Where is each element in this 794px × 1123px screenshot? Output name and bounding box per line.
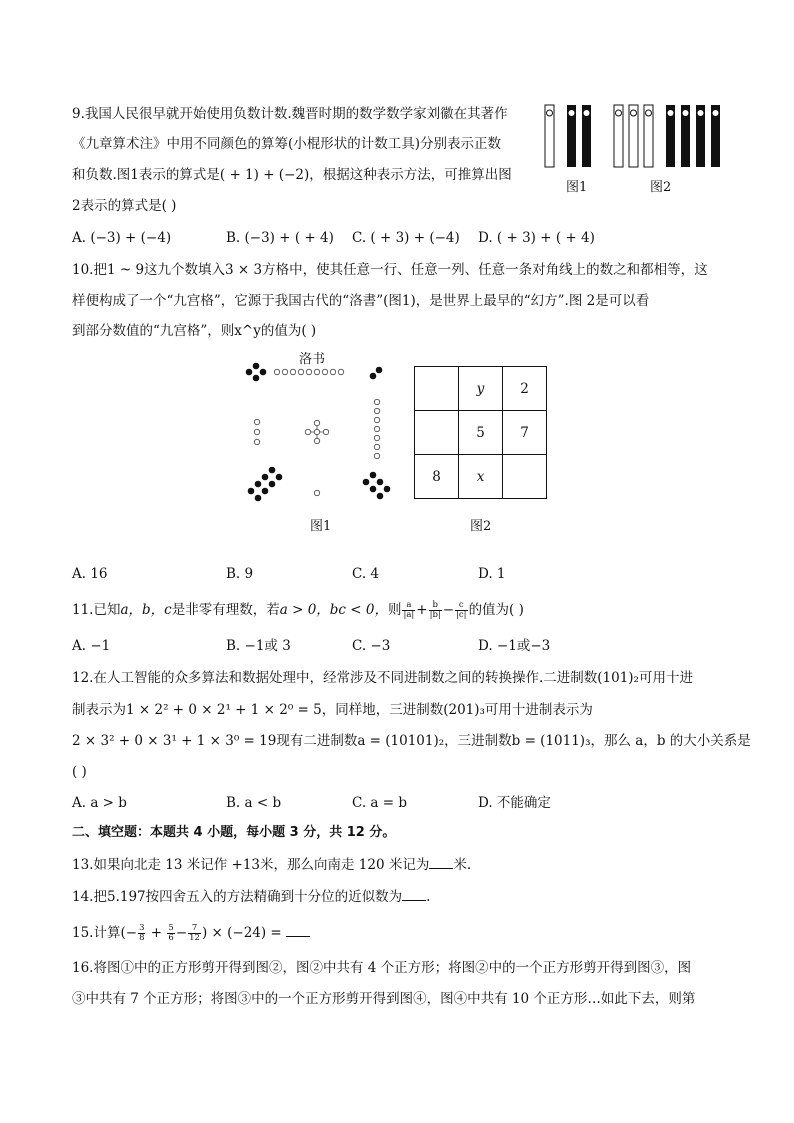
q12-line-3: 2 × 3² + 0 × 3¹ + 1 × 3⁰ = 19现有二进制数a = (10101)₂，三进制数b = (1011)₃，那么 a，b 的大小关系是 [72,733,751,749]
q11-option-c: C. −3 [352,638,391,654]
q9-line-1: 9.我国人民很早就开始使用负数计数.魏晋时期的数学数学家刘徽在其著作 [72,106,508,122]
rod-black [582,105,591,167]
q13-line [72,854,471,875]
q14-before: 14.把5.197按四舍五入的方法精确到十分位的近似数为 [72,889,403,905]
q15-after: ) × (−24) = [201,925,287,941]
q11-tail: 的值为( ) [468,602,524,618]
q11-option-a: A. −1 [72,638,111,654]
fraction-c [455,601,468,620]
q9-option-a: A. (−3) + (−4) [72,230,172,246]
q12-line-4: ( ) [72,764,87,780]
grid-cell [415,411,459,455]
grid-cell: 8 [415,455,459,499]
q12-option-c: C. a = b [352,795,408,811]
q11-mid: 是非零有理数，若 [171,602,280,618]
q10-line-3-text: 到部分数值的“九宫格”，则x^y的值为( ) [72,323,317,339]
luoshu-5 [305,420,328,443]
luoshu-2 [370,367,383,380]
frac-num: a [402,601,415,611]
q10-fig2-label: 图2 [470,519,492,534]
q11-option-d: D. −1或−3 [478,638,551,654]
luoshu-7 [374,399,379,458]
luoshu-title: 洛书 [299,352,326,367]
q10-option-b: B. 9 [226,566,254,582]
answer-blank [286,922,310,937]
q10-line-1: 10.把1 ~ 9这九个数填入3 × 3方格中，使其任意一行、任意一列、任意一条对角线上的数之和都相等，这 [72,262,708,278]
q11-cond: 则 [387,602,402,618]
magic-square-grid [414,366,547,499]
q11-vars: a，b，c [120,602,172,618]
frac-den: 6 [168,933,174,943]
grid-cell: y [459,367,503,411]
q9-line-4: 2表示的算式是( ) [72,198,177,214]
q10-line-2: 样便构成了一个“九宫格”，它源于我国古代的“洛書”(图1)，是世界上最早的“幻方”.图 2是可以看 [72,293,650,309]
frac-num: 7 [188,924,201,934]
luoshu-4 [246,363,267,382]
q10-option-a: A. 16 [72,566,108,582]
frac-den: 8 [139,933,145,943]
q9-option-c: C. ( + 3) + (−4) [352,230,460,246]
q14-line [72,886,430,907]
grid-cell: 7 [503,411,547,455]
frac-num: b [429,601,442,611]
q12-line-2: 制表示为1 × 2² + 0 × 2¹ + 1 × 2⁰ = 5，同样地，三进制数(201)₃可用十进制表示为 [72,702,593,718]
q11-prefix: 11.已知 [72,602,121,618]
q12-option-b: B. a < b [226,795,282,811]
section-heading: 二、填空题：本题共 4 小题，每小题 3 分，共 12 分。 [72,825,396,840]
grid-row [415,455,547,499]
fraction-b [429,601,442,620]
grid-cell: 5 [459,411,503,455]
rod-white [545,105,554,167]
q11-ineq: a > 0，bc < 0， [279,602,388,618]
rod-black [696,105,705,167]
luoshu-3 [254,419,259,444]
rod-black [681,105,690,167]
q13-before: 13.如果向北走 13 米记作 +13米，那么向南走 120 米记为 [72,857,430,873]
q9-fig1-label: 图1 [566,180,588,195]
fraction-3-8 [138,924,145,943]
q10-option-c: C. 4 [352,566,380,582]
rod-white [614,105,623,167]
answer-blank [402,886,426,901]
q14-after: . [426,889,431,905]
q9-fig2-label: 图2 [650,180,672,195]
q15-minus: − [175,925,188,941]
rod-black [711,105,720,167]
frac-den: |b| [429,610,441,620]
fraction-a [402,601,415,620]
q15-line [72,922,310,943]
q15-plus: + [146,925,167,941]
rod-white [629,105,638,167]
q16-line-2: ③中共有 7 个正方形；将图③中的一个正方形剪开得到图④，图④中共有 10 个正方形…如此下去，则第 [72,991,696,1007]
rod-black [666,105,675,167]
frac-den: |a| [403,610,415,620]
q12-option-d: D. 不能确定 [478,795,551,811]
q11-option-b: B. −1或 3 [226,638,291,654]
luoshu-8 [248,467,283,502]
q16-line-1: 16.将图①中的正方形剪开得到图②，图②中共有 4 个正方形；将图②中的一个正方形剪开得到图③，图 [72,960,692,976]
q12-line-1: 12.在人工智能的众多算法和数据处理中，经常涉及不同进制数之间的转换操作.二进制数(101)₂可用十进 [72,670,693,686]
fraction-7-12 [188,924,201,943]
q10-fig1-label: 图1 [310,519,332,534]
grid-cell [503,455,547,499]
luoshu-6 [363,472,391,500]
frac-num: 3 [139,923,145,933]
grid-cell: 2 [503,367,547,411]
luoshu-1 [314,490,319,495]
frac-num: c [455,601,468,611]
grid-row [415,367,547,411]
q13-after: 米. [453,857,472,873]
grid-cell [415,367,459,411]
q15-before: 15.计算(− [72,925,138,941]
frac-num: 5 [168,923,174,933]
q9-option-d: D. ( + 3) + ( + 4) [478,230,595,246]
luoshu-figure [240,360,400,510]
counting-rods-figure [540,100,730,175]
q9-line-2: 《九章算术注》中用不同颜色的算筹(小棍形状的计数工具)分别表示正数 [72,136,502,152]
grid-cell: x [459,455,503,499]
frac-den: |c| [456,610,467,620]
q12-option-a: A. a > b [72,795,127,811]
grid-row [415,411,547,455]
answer-blank [429,854,453,869]
rod-white [644,105,653,167]
q10-line-3 [72,321,316,341]
q9-option-b: B. (−3) + ( + 4) [226,230,334,246]
q10-option-d: D. 1 [478,566,506,582]
q11-line: 11.已知a，b，c是非零有理数，若a > 0，bc < 0，则 $\frac{a}{|a|}$ + $\frac{b}{|b|}$ − $\frac{c}{|c|}$ 的值为( ) [72,600,524,620]
luoshu-9 [274,369,343,374]
fraction-5-6 [167,924,174,943]
q9-line-3: 和负数.图1表示的算式是( + 1) + (−2)，根据这种表示方法，可推算出图 [72,167,512,183]
frac-den: 12 [189,933,200,943]
rod-black [567,105,576,167]
